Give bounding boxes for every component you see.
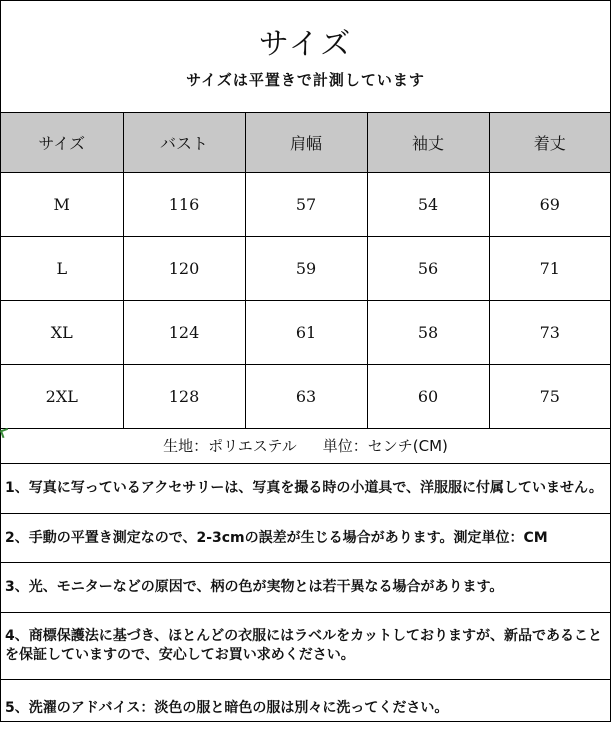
table-cell: 75	[489, 365, 610, 429]
table-cell: L	[1, 237, 123, 301]
column-header-bust: バスト	[123, 113, 245, 173]
title-block	[1, 1, 610, 113]
table-cell: 124	[123, 301, 245, 365]
page-subtitle: サイズは平置きで計測しています	[186, 71, 425, 89]
column-header-length: 着丈	[489, 113, 610, 173]
column-header-size: サイズ	[1, 113, 123, 173]
table-cell: 120	[123, 237, 245, 301]
table-cell: 73	[489, 301, 610, 365]
table-header-row	[1, 113, 610, 173]
material-info	[1, 429, 610, 464]
table-row	[1, 365, 610, 429]
table-row	[1, 173, 610, 237]
column-header-sleeve: 袖丈	[367, 113, 489, 173]
unit-label: 単位：センチ(CM)	[322, 437, 448, 455]
table-cell: 2XL	[1, 365, 123, 429]
table-row	[1, 301, 610, 365]
table-cell: 58	[367, 301, 489, 365]
note-label: 4、商標保護法に基づき、ほとんどの衣服にはラベルをカットしておりますが、新品であることを保証していますので、安心してお買い求めください。	[1, 613, 610, 680]
table-cell: 60	[367, 365, 489, 429]
note-accessories: 1、写真に写っているアクセサリーは、写真を撮る時の小道具で、洋服服に付属していません。	[1, 464, 610, 514]
table-cell: 54	[367, 173, 489, 237]
table-row	[1, 237, 610, 301]
note-washing: 5、洗濯のアドバイス：淡色の服と暗色の服は別々に洗ってください。	[5, 699, 449, 716]
table-cell: 57	[245, 173, 367, 237]
page-title: サイズ	[258, 27, 353, 62]
table-cell: M	[1, 173, 123, 237]
table-cell: 71	[489, 237, 610, 301]
table-cell: 56	[367, 237, 489, 301]
note-measurement: 2、手動の平置き測定なので、2-3cmの誤差が生じる場合があります。測定単位：CM	[1, 514, 610, 563]
table-cell: XL	[1, 301, 123, 365]
fabric-label: 生地：ポリエステル	[163, 437, 297, 455]
note-color: 3、光、モニターなどの原因で、柄の色が実物とは若干異なる場合があります。	[1, 563, 610, 613]
table-cell: 61	[245, 301, 367, 365]
table-cell: 63	[245, 365, 367, 429]
table-cell: 128	[123, 365, 245, 429]
table-cell: 116	[123, 173, 245, 237]
size-table	[1, 113, 610, 429]
column-header-shoulder: 肩幅	[245, 113, 367, 173]
table-cell: 69	[489, 173, 610, 237]
table-cell: 59	[245, 237, 367, 301]
